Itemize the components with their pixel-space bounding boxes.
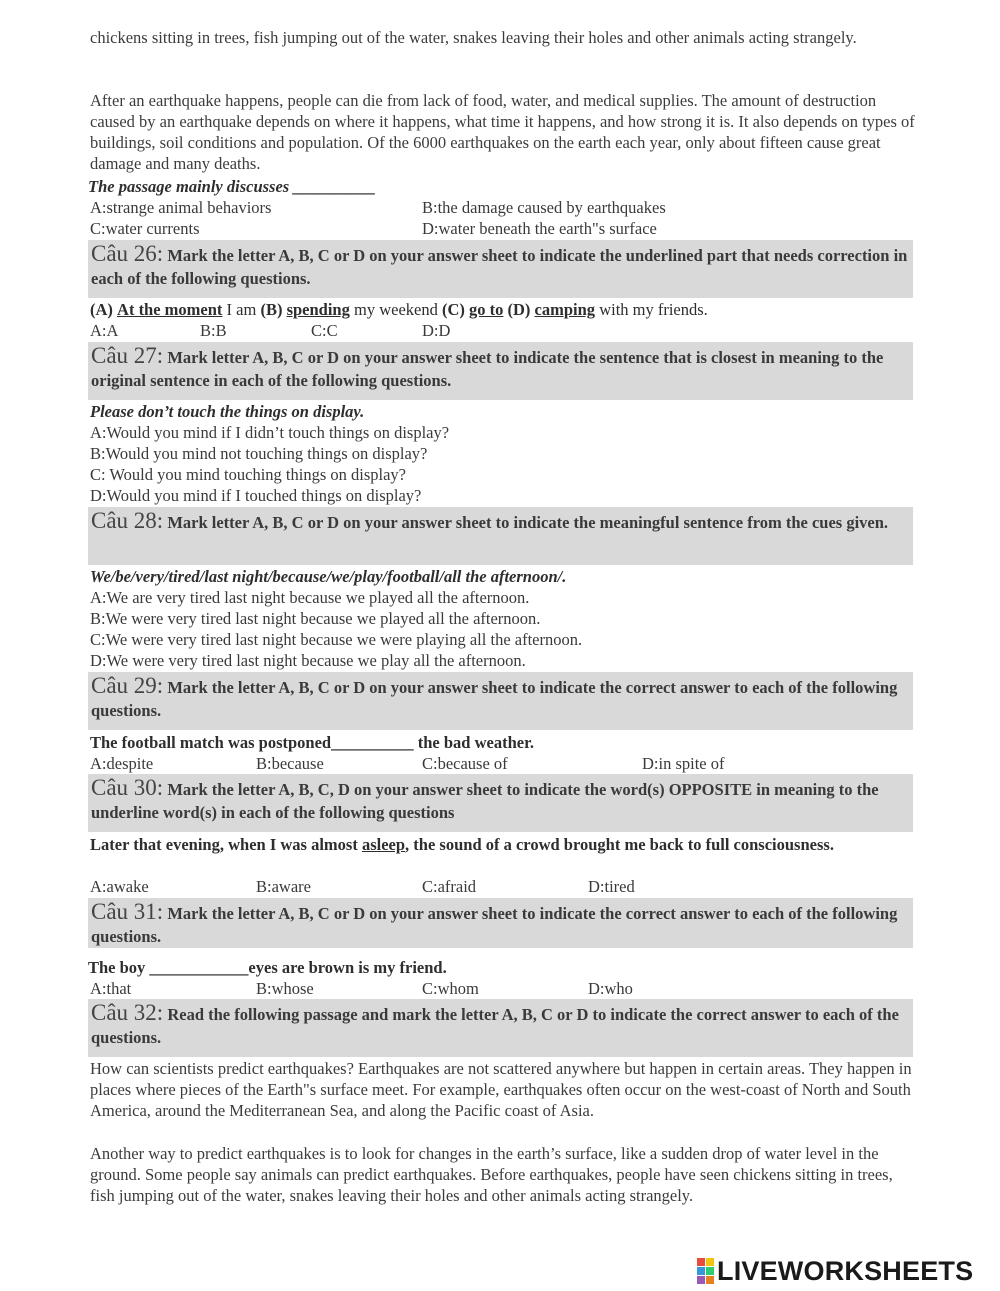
q26-part-a[interactable]: At the moment: [117, 300, 223, 319]
logo-block: [706, 1276, 714, 1284]
q31-number: Câu 31:: [91, 899, 164, 924]
q29-option-d[interactable]: D:in spite of: [642, 754, 725, 773]
q30-option-a[interactable]: A:awake: [90, 877, 149, 896]
q26-label-c: (C): [441, 300, 465, 319]
q26-part-c[interactable]: go to: [469, 300, 504, 319]
q26-option-c[interactable]: C:C: [311, 321, 338, 340]
q31-option-a[interactable]: A:that: [90, 979, 132, 998]
q29-stem: The football match was postponed__________ the bad weather.: [90, 733, 535, 752]
q30-instruction: Mark the letter A, B, C, D on your answer sheet to indicate the word(s) OPPOSITE in meaning to the underline word(s) in each of the following questions: [91, 780, 879, 822]
q29-number: Câu 29:: [91, 673, 164, 698]
q28-number: Câu 28:: [91, 508, 164, 533]
q31-instruction: Mark the letter A, B, C or D on your answer sheet to indicate the correct answer to each of the following questions.: [91, 904, 898, 946]
q30-stem-pre: Later that evening, when I was almost: [90, 835, 358, 854]
q26-instruction: Mark the letter A, B, C or D on your answer sheet to indicate the underlined part that needs correction in each of the following questions.: [91, 246, 908, 288]
q27-option-b[interactable]: B:Would you mind not touching things on display?: [90, 444, 428, 463]
q32-header: [88, 999, 913, 1057]
q26-text-3: with my friends.: [599, 300, 708, 319]
q26-sentence: [90, 299, 708, 320]
q32-number: Câu 32:: [91, 1000, 164, 1025]
q29-option-a[interactable]: A:despite: [90, 754, 154, 773]
logo-block: [706, 1258, 714, 1266]
q26-number: Câu 26:: [91, 241, 164, 266]
q27-option-d[interactable]: D:Would you mind if I touched things on display?: [90, 486, 422, 505]
q26-label-b: (B): [260, 300, 283, 319]
q30-stem-post: , the sound of a crowd brought me back to full consciousness.: [405, 835, 834, 854]
q32-paragraph-2: Another way to predict earthquakes is to look for changes in the earth’s surface, like a sudden drop of water level in the ground. Some people say animals can predict earthquakes. Before earthquakes, people have seen chickens sitting in trees, fish jumping out of the water, snakes leaving their holes and other animals acting strangely.: [90, 1144, 893, 1205]
q28-instruction: Mark letter A, B, C or D on your answer sheet to indicate the meaningful sentence from the cues given.: [167, 513, 889, 532]
liveworksheets-logo[interactable]: [697, 1256, 973, 1286]
q30-stem-underlined: asleep: [361, 835, 406, 854]
q27-stem: Please don’t touch the things on display.: [90, 402, 365, 421]
q26-option-b[interactable]: B:B: [200, 321, 227, 340]
q26-part-d[interactable]: camping: [534, 300, 596, 319]
q25-stem: The passage mainly discusses __________: [88, 177, 376, 196]
q32-paragraph-1: How can scientists predict earthquakes? Earthquakes are not scattered anywhere but happen in certain areas. They happen in places where pieces of the Earth"s surface meet. For example, earthquakes often occur on the west-coast of North and South America, around the Mediterranean Sea, and along the Pacific coast of Asia.: [90, 1059, 912, 1120]
q25-option-b[interactable]: B:the damage caused by earthquakes: [422, 198, 666, 217]
q30-option-c[interactable]: C:afraid: [422, 877, 477, 896]
logo-blocks-icon: [697, 1258, 714, 1284]
intro-paragraph-1: chickens sitting in trees, fish jumping out of the water, snakes leaving their holes and other animals acting strangely.: [90, 28, 857, 47]
logo-text: LIVEWORKSHEETS: [717, 1255, 974, 1286]
q26-text-2: my weekend: [354, 300, 438, 319]
q27-instruction: Mark letter A, B, C or D on your answer sheet to indicate the sentence that is closest in meaning to the original sentence in each of the following questions.: [91, 348, 884, 390]
q25-option-c[interactable]: C:water currents: [90, 219, 200, 238]
q28-option-b[interactable]: B:We were very tired last night because we played all the afternoon.: [90, 609, 541, 628]
q27-option-a[interactable]: A:Would you mind if I didn’t touch things on display?: [90, 423, 450, 442]
q31-option-b[interactable]: B:whose: [256, 979, 314, 998]
q30-header: [88, 774, 913, 832]
intro-paragraph-2: After an earthquake happens, people can die from lack of food, water, and medical supplies. The amount of destruction caused by an earthquake depends on where it happens, what time it happens, and how strong it is. It also depends on types of buildings, soil conditions and population. Of the 6000 earthquakes on the earth each year, only about fifteen cause great damage and many deaths.: [90, 91, 915, 173]
q28-option-d[interactable]: D:We were very tired last night because we play all the afternoon.: [90, 651, 526, 670]
logo-block: [697, 1276, 705, 1284]
logo-block: [697, 1258, 705, 1266]
q30-option-d[interactable]: D:tired: [588, 877, 635, 896]
q30-number: Câu 30:: [91, 775, 164, 800]
q31-option-d[interactable]: D:who: [588, 979, 633, 998]
q26-option-d[interactable]: D:D: [422, 321, 451, 340]
q28-option-a[interactable]: A:We are very tired last night because we played all the afternoon.: [90, 588, 530, 607]
q25-option-a[interactable]: A:strange animal behaviors: [90, 198, 272, 217]
q26-header: [88, 240, 913, 298]
q26-label-a: (A): [90, 300, 113, 319]
logo-block: [697, 1267, 705, 1275]
q28-option-c[interactable]: C:We were very tired last night because we were playing all the afternoon.: [90, 630, 583, 649]
q26-text-1: I am: [226, 300, 257, 319]
q26-label-d: (D): [507, 300, 531, 319]
q25-option-d[interactable]: D:water beneath the earth"s surface: [422, 219, 657, 238]
q32-instruction: Read the following passage and mark the letter A, B, C or D to indicate the correct answer to each of the questions.: [91, 1005, 899, 1047]
q29-header: [88, 672, 913, 730]
q27-option-c[interactable]: C: Would you mind touching things on display?: [90, 465, 406, 484]
q31-option-c[interactable]: C:whom: [422, 979, 479, 998]
q28-header: [88, 507, 913, 565]
q30-stem: [90, 834, 850, 855]
q31-header: [88, 898, 913, 948]
q29-option-c[interactable]: C:because of: [422, 754, 508, 773]
q27-number: Câu 27:: [91, 343, 164, 368]
q31-stem: The boy ____________eyes are brown is my friend.: [88, 958, 447, 977]
q26-option-a[interactable]: A:A: [90, 321, 119, 340]
q28-stem: We/be/very/tired/last night/because/we/play/football/all the afternoon/.: [90, 567, 567, 586]
logo-block: [706, 1267, 714, 1275]
q29-option-b[interactable]: B:because: [256, 754, 324, 773]
q27-header: [88, 342, 913, 400]
q26-part-b[interactable]: spending: [286, 300, 350, 319]
q29-instruction: Mark the letter A, B, C or D on your answer sheet to indicate the correct answer to each of the following questions.: [91, 678, 898, 720]
q30-option-b[interactable]: B:aware: [256, 877, 311, 896]
